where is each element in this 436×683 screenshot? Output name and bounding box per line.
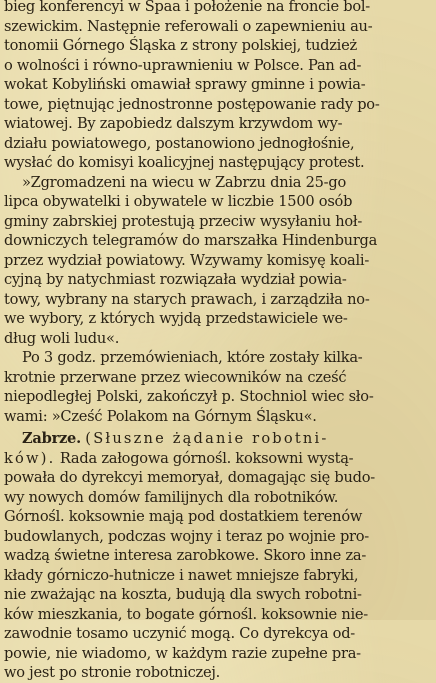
text-line: ków mieszkania, to bogate górnośl. koksownie nie-	[4, 605, 368, 623]
text-line: we wybory, z których wyjdą przedstawiciele we-	[4, 310, 348, 327]
text-line: powie, nie wiadomo, w każdym razie zupełne pra-	[4, 644, 361, 662]
text-line: gminy zabrskiej protestują przeciw wysyłaniu hoł-	[4, 212, 363, 230]
text-line: lipca obywatelki i obywatele w liczbie 1500 osób	[4, 193, 353, 210]
text-line: nie zważając na koszta, budują dla swych robotni-	[4, 586, 362, 603]
paragraph-1	[4, 0, 430, 173]
text-line: kłady górniczo-hutnicze i nawet mniejsze fabryki,	[4, 566, 359, 584]
paragraph-2-quoted-protest	[4, 173, 430, 349]
text-line: towy, wybrany na starych prawach, i zarządziła no-	[4, 290, 370, 308]
text-line: szewickim. Następnie referowali o zapewnieniu au-	[4, 17, 373, 35]
text-line: bieg konferencyi w Spaa i położenie na froncie bol-	[4, 0, 370, 15]
text-line: wysłać do komisyi koalicyjnej następujący protest.	[4, 154, 365, 171]
section-heading: Zabrze.	[22, 430, 81, 447]
text-line: dług woli ludu«.	[4, 329, 120, 347]
text-line: działu powiatowego, postanowiono jednogłośnie,	[4, 134, 355, 152]
text-line	[4, 429, 430, 449]
text-line: »Zgromadzeni na wiecu w Zabrzu dnia 25-go	[22, 173, 346, 191]
text-line: zawodnie tosamo uczynić mogą. Co dyrekcya od-	[4, 625, 355, 642]
paragraph-3	[4, 348, 430, 426]
text-line: niepodległej Polski, zakończył p. Stochniol wiec sło-	[4, 388, 374, 405]
text-line: towe, piętnując jednostronne postępowanie rady po-	[4, 95, 380, 113]
paragraph-4-zabrze	[4, 429, 430, 683]
text-line: wo jest po stronie robotniczej.	[4, 664, 221, 681]
text-line: wami: »Cześć Polakom na Górnym Śląsku«.	[4, 407, 317, 425]
section-subtitle: ków).	[4, 449, 56, 467]
text-line: budowlanych, podczas wojny i teraz po wojnie pro-	[4, 527, 369, 545]
text-line: downiczych telegramów do marszałka Hindenburga	[4, 232, 378, 249]
text-line: wy nowych domów familijnych dla robotników.	[4, 488, 339, 506]
article-column	[4, 0, 430, 683]
text-line: Po 3 godz. przemówieniach, które zostały kilka-	[22, 349, 363, 366]
text-line: powała do dyrekcyi memoryał, domagając się budo-	[4, 469, 375, 486]
text-line: wokat Kobyliński omawiał sprawy gminne i powia-	[4, 76, 366, 93]
text-line: cyjną by natychmiast rozwiązała wydział powia-	[4, 271, 347, 288]
text-line: o wolności i równo-uprawnieniu w Polsce. Pan ad-	[4, 56, 362, 74]
text-line: wiatowej. By zapobiedz dalszym krzywdom wy-	[4, 115, 343, 132]
text-line	[4, 449, 430, 469]
text-line: wadzą świetne interesa zarobkowe. Skoro inne za-	[4, 547, 367, 564]
text-line: Górnośl. koksownie mają pod dostatkiem terenów	[4, 508, 363, 525]
text-run: Rada załogowa górnośl. koksowni wystą-	[55, 449, 354, 467]
text-line: przez wydział powiatowy. Wzywamy komisyę koali-	[4, 251, 370, 269]
text-line: krotnie przerwane przez wiecowników na cześć	[4, 368, 347, 386]
text-line: tonomii Górnego Śląska z strony polskiej, tudzież	[4, 37, 357, 54]
section-subtitle: (Słuszne żądanie robotni-	[85, 430, 329, 447]
